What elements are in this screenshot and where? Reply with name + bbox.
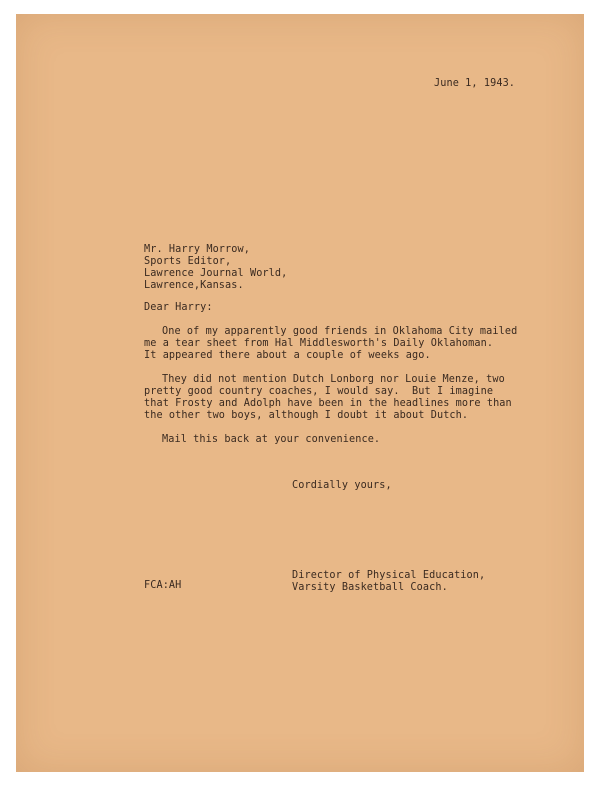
letter-date: June 1, 1943. [434, 78, 516, 89]
letter-page [16, 14, 584, 772]
recipient-line: Lawrence Journal World, [144, 268, 288, 279]
paragraph-line: me a tear sheet from Hal Middlesworth's Daily Oklahoman. [144, 338, 494, 349]
recipient-line: Lawrence,Kansas. [144, 280, 244, 291]
paragraph-line: pretty good country coaches, I would say. But I imagine [144, 386, 494, 397]
typist-initials: FCA:AH [144, 580, 182, 591]
signature-title-line: Varsity Basketball Coach. [292, 582, 448, 593]
paragraph-line: It appeared there about a couple of weeks ago. [144, 350, 431, 361]
recipient-line: Mr. Harry Morrow, [144, 244, 250, 255]
paragraph-line: the other two boys, although I doubt it about Dutch. [144, 410, 469, 421]
paragraph-line: that Frosty and Adolph have been in the headlines more than [144, 398, 512, 409]
paragraph-line: One of my apparently good friends in Oklahoma City mailed [162, 326, 518, 337]
paragraph-line: They did not mention Dutch Lonborg nor Louie Menze, two [162, 374, 505, 385]
signature-title-line: Director of Physical Education, [292, 570, 486, 581]
paragraph-line: Mail this back at your convenience. [162, 434, 381, 445]
salutation: Dear Harry: [144, 302, 213, 313]
closing: Cordially yours, [292, 480, 392, 491]
recipient-line: Sports Editor, [144, 256, 232, 267]
